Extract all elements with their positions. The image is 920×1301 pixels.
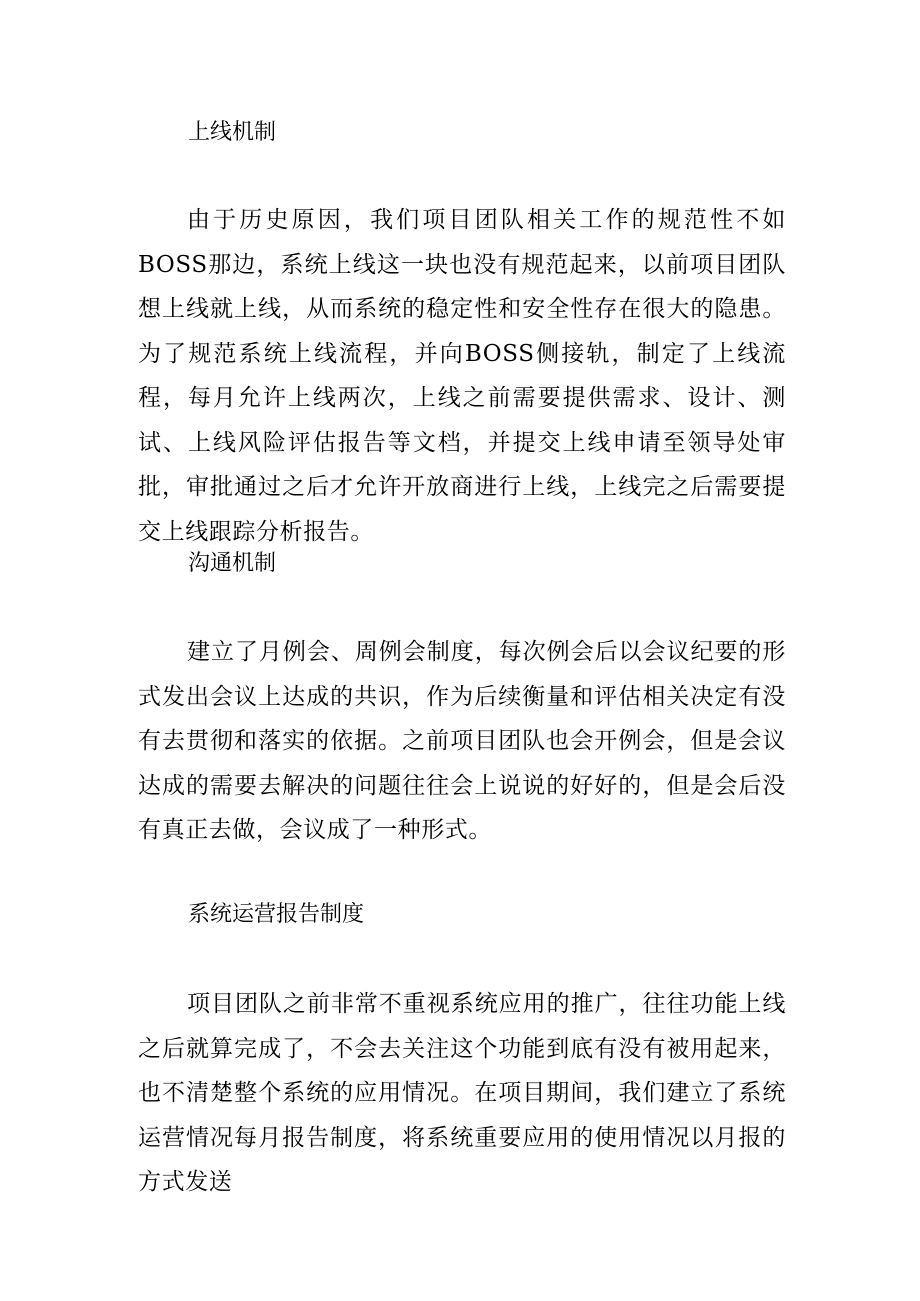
section-heading-communication-mechanism: 沟通机制 (188, 551, 277, 576)
section-heading-launch-mechanism: 上线机制 (188, 120, 277, 145)
section-heading-operation-report: 系统运营报告制度 (188, 902, 365, 927)
section-paragraph-operation-report: 项目团队之前非常不重视系统应用的推广，往往功能上线之后就算完成了，不会去关注这个功能到底有没有被用起来，也不清楚整个系统的应用情况。在项目期间，我们建立了系统运营情况每月报告制度，将系统重要应用的使用情况以月报的方式发送 (138, 991, 786, 1195)
section-paragraph-launch-mechanism: 由于历史原因，我们项目团队相关工作的规范性不如BOSS那边，系统上线这一块也没有规范起来，以前项目团队想上线就上线，从而系统的稳定性和安全性存在很大的隐患。为了规范系统上线流程，并向BOSS侧接轨，制定了上线流程，每月允许上线两次，上线之前需要提供需求、设计、测试、上线风险评估报告等文档，并提交上线申请至领导处审批，审批通过之后才允许开放商进行上线，上线完之后需要提交上线跟踪分析报告。 (138, 207, 786, 545)
section-paragraph-communication-mechanism: 建立了月例会、周例会制度，每次例会后以会议纪要的形式发出会议上达成的共识，作为后续衡量和评估相关决定有没有去贯彻和落实的依据。之前项目团队也会开例会，但是会议达成的需要去解决的问题往往会上说说的好好的，但是会后没有真正去做，会议成了一种形式。 (138, 639, 786, 843)
